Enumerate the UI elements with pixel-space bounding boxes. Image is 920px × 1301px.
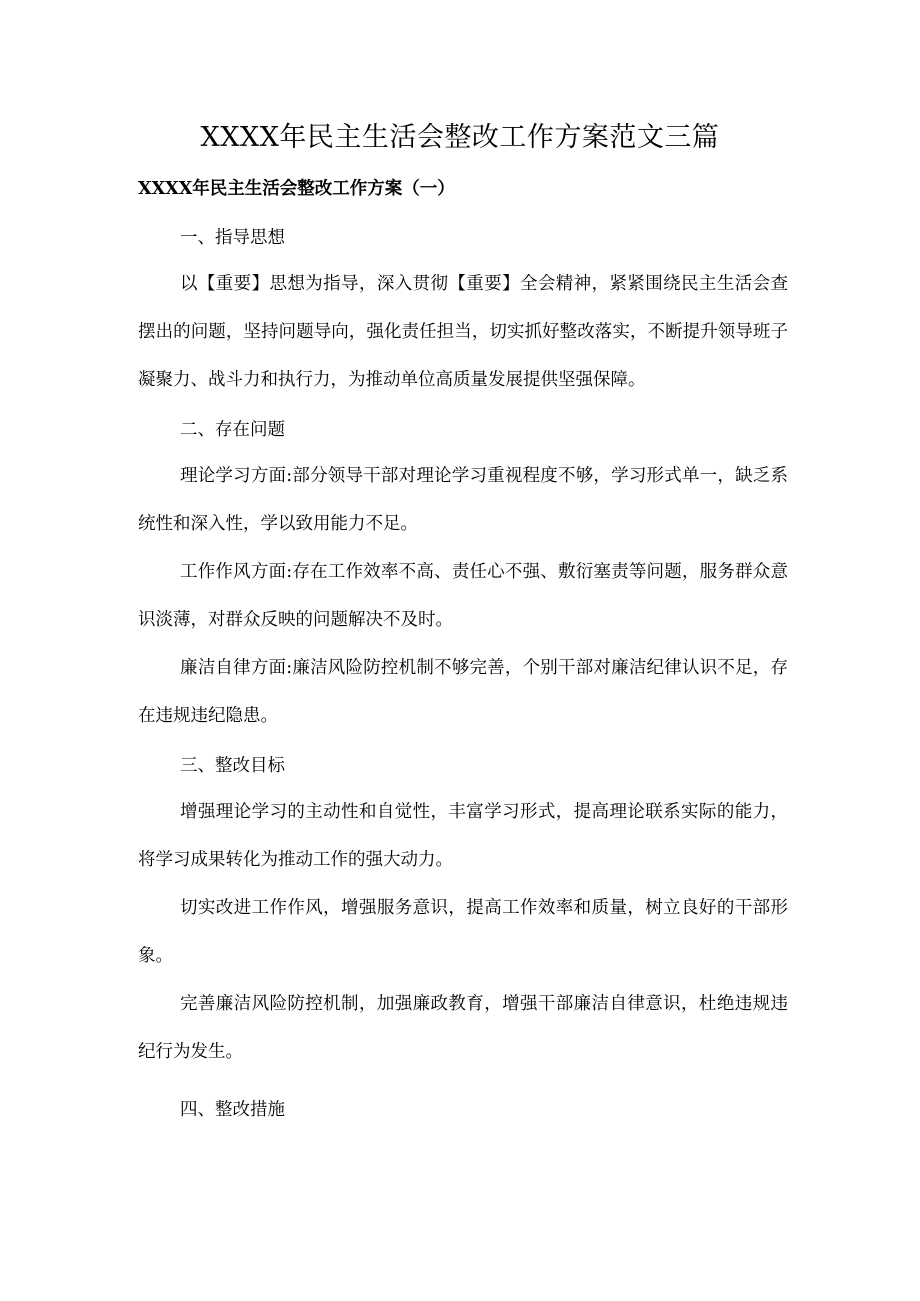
paragraph-problem-integrity: 廉洁自律方面:廉洁风险防控机制不够完善，个别干部对廉洁纪律认识不足，存在违规违纪隐患。 (138, 658, 788, 726)
paragraph-goal-style: 切实改进工作作风，增强服务意识，提高工作效率和质量，树立良好的干部形象。 (138, 898, 788, 966)
paragraph-goal-integrity: 完善廉洁风险防控机制，加强廉政教育，增强干部廉洁自律意识，杜绝违规违纪行为发生。 (138, 994, 788, 1062)
paragraph-problem-style: 工作作风方面:存在工作效率不高、责任心不强、敷衍塞责等问题，服务群众意识淡薄，对群众反映的问题解决不及时。 (138, 562, 788, 630)
paragraph-guiding-ideology: 以【重要】思想为指导，深入贯彻【重要】全会精神，紧紧围绕民主生活会查摆出的问题，坚持问题导向，强化责任担当，切实抓好整改落实，不断提升领导班子凝聚力、战斗力和执行力，为推动单位高质量发展提供坚强保障。 (138, 274, 788, 390)
heading-rectification-goals: 三、整改目标 (180, 756, 285, 776)
heading-existing-problems: 二、存在问题 (180, 420, 285, 440)
heading-guiding-ideology: 一、指导思想 (180, 228, 285, 248)
document-title: XXXX年民主生活会整改工作方案范文三篇 (200, 122, 720, 153)
paragraph-problem-theory: 理论学习方面:部分领导干部对理论学习重视程度不够，学习形式单一，缺乏系统性和深入性，学以致用能力不足。 (138, 466, 788, 534)
section-title: XXXX年民主生活会整改工作方案（一） (138, 179, 455, 199)
paragraph-goal-theory: 增强理论学习的主动性和自觉性，丰富学习形式，提高理论联系实际的能力，将学习成果转化为推动工作的强大动力。 (138, 802, 788, 870)
heading-rectification-measures: 四、整改措施 (180, 1100, 285, 1120)
